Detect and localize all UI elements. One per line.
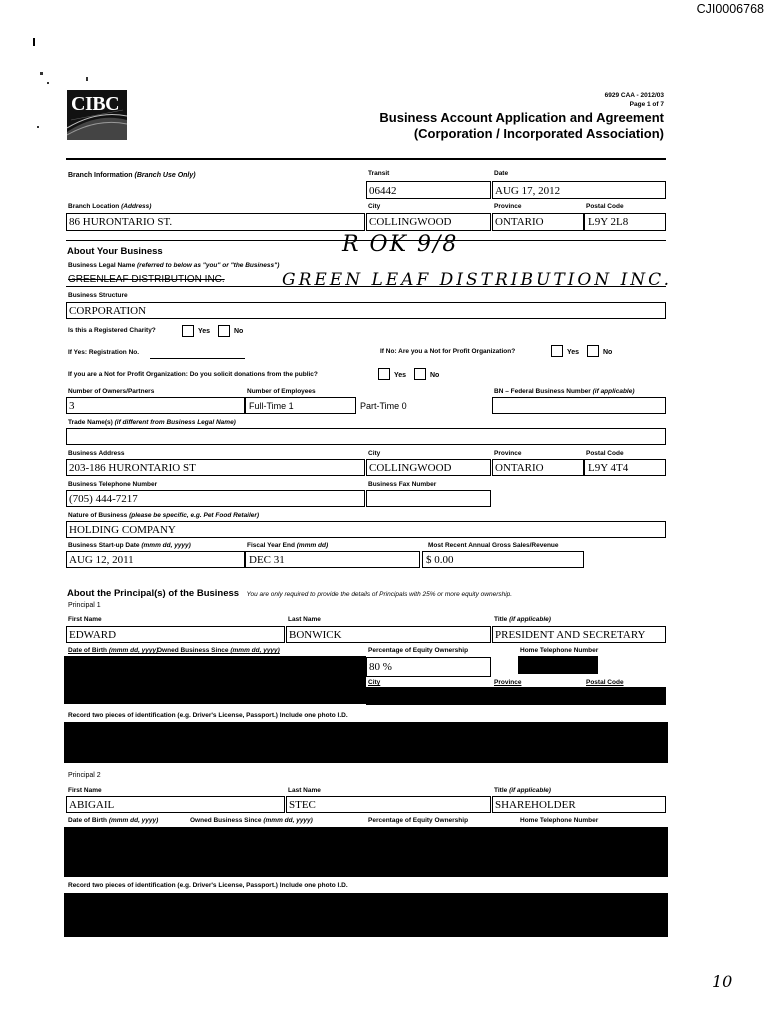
trade-name-label: Trade Name(s) (if different from Business Legal Name) bbox=[68, 419, 236, 426]
redaction-block bbox=[64, 893, 668, 937]
structure-field[interactable] bbox=[66, 302, 666, 319]
registration-label: If Yes: Registration No. bbox=[68, 349, 140, 356]
business-postal-label: Postal Code bbox=[586, 450, 624, 457]
donations-no-label: No bbox=[430, 372, 440, 379]
about-business-heading: About Your Business bbox=[67, 246, 163, 257]
fye-label: Fiscal Year End (mmm dd) bbox=[247, 542, 329, 549]
handwritten-page-note: 10 bbox=[712, 972, 733, 991]
business-city-value: COLLINGWOOD bbox=[369, 462, 452, 474]
transit-value: 06442 bbox=[369, 185, 397, 197]
principal-2-label: Principal 2 bbox=[68, 772, 101, 779]
redaction-block bbox=[64, 827, 668, 877]
revenue-label: Most Recent Annual Gross Sales/Revenue bbox=[428, 542, 559, 549]
legal-name-struck-value: GREENLEAF DISTRIBUTION INC. bbox=[68, 274, 225, 285]
business-phone-label: Business Telephone Number bbox=[68, 481, 158, 488]
registration-field-line[interactable] bbox=[150, 358, 245, 359]
owners-label: Number of Owners/Partners bbox=[68, 388, 155, 395]
business-address-label: Business Address bbox=[68, 450, 125, 457]
redaction-block bbox=[518, 656, 598, 674]
branch-city-label: City bbox=[368, 203, 381, 210]
legal-name-handwritten-value: GREEN LEAF DISTRIBUTION INC. bbox=[282, 270, 672, 290]
p2-title-value: SHAREHOLDER bbox=[495, 799, 576, 811]
p1-province-label: Province bbox=[494, 679, 522, 686]
business-city-label: City bbox=[368, 450, 381, 457]
p1-dob-label: Date of Birth (mmm dd, yyyy) bbox=[68, 647, 159, 654]
p2-title-label: Title (if applicable) bbox=[494, 787, 551, 794]
document-id: CJI0006768 bbox=[696, 2, 764, 16]
principal-1-label: Principal 1 bbox=[68, 602, 101, 609]
nonprofit-question: If No: Are you a Not for Profit Organization? bbox=[380, 348, 516, 355]
p1-first-name-label: First Name bbox=[68, 616, 102, 623]
form-code: 6929 CAA - 2012/03 bbox=[604, 92, 664, 99]
charity-no-checkbox[interactable] bbox=[218, 325, 230, 337]
principals-heading bbox=[67, 583, 512, 601]
date-value: AUG 17, 2012 bbox=[495, 185, 561, 197]
fye-value: DEC 31 bbox=[249, 554, 285, 566]
business-province-label: Province bbox=[494, 450, 522, 457]
scan-speck bbox=[86, 77, 88, 81]
nonprofit-no-checkbox[interactable] bbox=[587, 345, 599, 357]
business-fax-label: Business Fax Number bbox=[368, 481, 437, 488]
branch-city-value: COLLINGWOOD bbox=[369, 216, 452, 228]
p1-home-phone-label: Home Telephone Number bbox=[520, 647, 599, 654]
p2-first-name-value: ABIGAIL bbox=[69, 799, 115, 811]
p1-title-label: Title (if applicable) bbox=[494, 616, 551, 623]
redaction-block bbox=[64, 722, 668, 763]
cibc-logo-text: CIBC bbox=[71, 93, 120, 115]
donations-yes-label: Yes bbox=[394, 372, 407, 379]
p2-first-name-label: First Name bbox=[68, 787, 102, 794]
branch-location-value: 86 HURONTARIO ST. bbox=[69, 216, 173, 228]
principals-heading-note: You are only required to provide the details of Principals with 25% or more equity ownership. bbox=[246, 591, 513, 598]
parttime-value: Part-Time 0 bbox=[360, 401, 407, 411]
p2-dob-label: Date of Birth (mmm dd, yyyy) bbox=[68, 817, 159, 824]
p1-owned-since-label: Owned Business Since (mmm dd, yyyy) bbox=[157, 647, 280, 654]
structure-label: Business Structure bbox=[68, 292, 128, 299]
branch-postal-value: L9Y 2L8 bbox=[588, 216, 629, 228]
p1-postal-label: Postal Code bbox=[586, 679, 624, 686]
donations-no-checkbox[interactable] bbox=[414, 368, 426, 380]
redaction-block bbox=[64, 656, 366, 704]
fulltime-value: Full-Time 1 bbox=[249, 401, 294, 411]
branch-location-label: Branch Location (Address) bbox=[68, 203, 152, 210]
redaction-block bbox=[366, 687, 666, 705]
donations-question: If you are a Not for Profit Organization: Do you solicit donations from the public? bbox=[68, 371, 318, 378]
p2-home-phone-label: Home Telephone Number bbox=[520, 817, 599, 824]
transit-label: Transit bbox=[368, 170, 390, 177]
nonprofit-yes-checkbox[interactable] bbox=[551, 345, 563, 357]
p1-last-name-value: BONWICK bbox=[289, 629, 342, 641]
trade-name-field[interactable] bbox=[66, 428, 666, 445]
bn-field[interactable] bbox=[492, 397, 666, 414]
p2-owned-since-label: Owned Business Since (mmm dd, yyyy) bbox=[190, 817, 313, 824]
p2-last-name-label: Last Name bbox=[288, 787, 321, 794]
business-address-value: 203-186 HURONTARIO ST bbox=[69, 462, 196, 474]
owners-value: 3 bbox=[69, 400, 75, 412]
p1-equity-label: Percentage of Equity Ownership bbox=[368, 647, 469, 654]
scan-speck bbox=[33, 38, 35, 46]
nature-label: Nature of Business (please be specific, e.g. Pet Food Retailer) bbox=[68, 512, 260, 519]
charity-question: Is this a Registered Charity? bbox=[68, 327, 156, 334]
form-title: Business Account Application and Agreement bbox=[379, 110, 664, 125]
owners-field[interactable] bbox=[66, 397, 245, 414]
donations-yes-checkbox[interactable] bbox=[378, 368, 390, 380]
business-phone-value: (705) 444-7217 bbox=[69, 493, 138, 505]
revenue-value: $ 0.00 bbox=[426, 554, 454, 566]
scan-speck bbox=[47, 82, 49, 84]
business-postal-value: L9Y 4T4 bbox=[588, 462, 629, 474]
startup-label: Business Start-up Date (mmm dd, yyyy) bbox=[68, 542, 191, 549]
page-number: Page 1 of 7 bbox=[629, 101, 664, 108]
branch-province-label: Province bbox=[494, 203, 522, 210]
section-divider bbox=[66, 158, 666, 160]
p1-id-label: Record two pieces of identification (e.g. Driver's License, Passport.) Include one photo I.D. bbox=[68, 712, 348, 719]
scan-speck bbox=[37, 126, 39, 128]
nonprofit-no-label: No bbox=[603, 349, 613, 356]
principals-heading-text: About the Principal(s) of the Business bbox=[67, 588, 240, 599]
p2-last-name-field[interactable] bbox=[286, 796, 491, 813]
p2-last-name-value: STEC bbox=[289, 799, 316, 811]
branch-province-value: ONTARIO bbox=[495, 216, 544, 228]
form-subtitle: (Corporation / Incorporated Association) bbox=[413, 126, 664, 141]
p1-equity-value: 80 % bbox=[369, 661, 392, 673]
cibc-logo bbox=[67, 90, 127, 140]
charity-yes-label: Yes bbox=[198, 328, 211, 335]
nature-value: HOLDING COMPANY bbox=[69, 524, 176, 536]
employees-label: Number of Employees bbox=[247, 388, 316, 395]
handwritten-initials: R OK 9/8 bbox=[342, 232, 459, 257]
branch-postal-label: Postal Code bbox=[586, 203, 624, 210]
nonprofit-yes-label: Yes bbox=[567, 349, 580, 356]
business-fax-field[interactable] bbox=[366, 490, 491, 507]
p2-equity-label: Percentage of Equity Ownership bbox=[368, 817, 469, 824]
bn-label: BN – Federal Business Number (if applicable) bbox=[494, 388, 635, 395]
charity-yes-checkbox[interactable] bbox=[182, 325, 194, 337]
p1-last-name-label: Last Name bbox=[288, 616, 321, 623]
date-label: Date bbox=[494, 170, 509, 177]
p1-first-name-value: EDWARD bbox=[69, 629, 117, 641]
scan-speck bbox=[40, 72, 43, 75]
p1-title-value: PRESIDENT AND SECRETARY bbox=[495, 629, 646, 641]
startup-value: AUG 12, 2011 bbox=[69, 554, 134, 566]
branch-info-label: Branch Information (Branch Use Only) bbox=[68, 172, 196, 179]
structure-value: CORPORATION bbox=[69, 305, 147, 317]
legal-name-label: Business Legal Name (referred to below as "you" or "the Business") bbox=[68, 262, 280, 269]
charity-no-label: No bbox=[234, 328, 244, 335]
p1-city-label: City bbox=[368, 679, 381, 686]
business-province-value: ONTARIO bbox=[495, 462, 544, 474]
p2-id-label: Record two pieces of identification (e.g. Driver's License, Passport.) Include one photo I.D. bbox=[68, 882, 348, 889]
